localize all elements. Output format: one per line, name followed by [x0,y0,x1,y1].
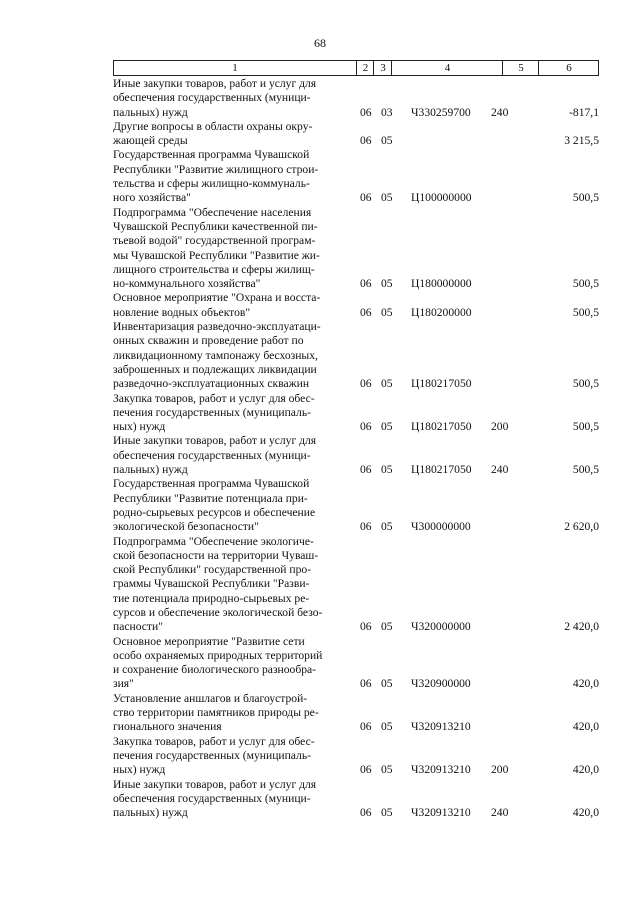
header-col-5: 5 [502,61,539,75]
table-row [113,120,599,149]
table-row [113,434,599,477]
row-name: Инвентаризация разведочно-эксплуатаци- онных скважин и проведение работ по ликвидационному тампонажу бесхозных, заброшенных и подлежащих ликвидации разведочно-эксплуатационных скважин [113,320,321,391]
row-expense-type: 200 [491,420,509,434]
row-target-code: Ц180000000 [411,277,472,291]
row-sum: 2 420,0 [564,620,599,634]
row-name: Основное мероприятие "Развитие сети особо охраняемых природных территорий и сохранение биологического разнообра- зия" [113,634,323,691]
row-target-code: Ц180217050 [411,377,472,391]
row-razdel: 06 [360,677,372,691]
row-podrazdel: 03 [381,105,393,119]
row-name: Основное мероприятие "Охрана и восста- новление водных объектов" [113,291,321,319]
table-body [113,77,599,820]
row-target-code: Ч320913210 [411,720,471,734]
table-row [113,392,599,435]
row-sum: 420,0 [572,763,599,777]
row-target-code: Ц180217050 [411,420,472,434]
header-col-3: 3 [373,61,392,75]
table-row [113,635,599,692]
row-sum: 420,0 [572,806,599,820]
row-target-code: Ч330259700 [411,105,471,119]
table-row [113,291,599,320]
row-razdel: 06 [360,520,372,534]
row-podrazdel: 05 [381,277,393,291]
row-target-code: Ц180200000 [411,305,472,319]
page-number: 68 [314,36,326,50]
header-col-4: 4 [391,61,503,75]
row-razdel: 06 [360,763,372,777]
table-row [113,206,599,292]
row-podrazdel: 05 [381,463,393,477]
row-podrazdel: 05 [381,305,393,319]
table-row [113,735,599,778]
table-row [113,535,599,635]
row-sum: -817,1 [569,105,599,119]
row-razdel: 06 [360,720,372,734]
row-sum: 3 215,5 [564,134,599,148]
row-sum: 500,5 [572,377,599,391]
row-name: Государственная программа Чувашской Республики "Развитие жилищного строи- тельства и сферы жилищно-коммуналь- ного хозяйства" [113,148,319,205]
row-sum: 500,5 [572,277,599,291]
header-col-2: 2 [356,61,374,75]
table-row [113,320,599,391]
row-target-code: Ч320000000 [411,620,471,634]
row-target-code: Ч320900000 [411,677,471,691]
row-target-code: Ц180217050 [411,463,472,477]
row-target-code: Ч320913210 [411,763,471,777]
row-sum: 500,5 [572,191,599,205]
row-razdel: 06 [360,305,372,319]
row-expense-type: 240 [491,105,509,119]
header-col-1: 1 [232,62,238,74]
row-razdel: 06 [360,277,372,291]
row-sum: 420,0 [572,720,599,734]
row-podrazdel: 05 [381,620,393,634]
row-sum: 500,5 [572,463,599,477]
row-expense-type: 240 [491,806,509,820]
row-podrazdel: 05 [381,720,393,734]
row-name: Закупка товаров, работ и услуг для обес- печения государственных (муниципаль- ных) нужд [113,391,315,434]
row-target-code: Ч300000000 [411,520,471,534]
row-razdel: 06 [360,420,372,434]
row-razdel: 06 [360,463,372,477]
table-row [113,148,599,205]
row-podrazdel: 05 [381,520,393,534]
row-name: Иные закупки товаров, работ и услуг для обеспечения государственных (муници- пальных) нужд [113,77,317,119]
row-razdel: 06 [360,806,372,820]
row-expense-type: 200 [491,763,509,777]
row-podrazdel: 05 [381,677,393,691]
table-header [113,60,599,76]
row-razdel: 06 [360,105,372,119]
row-name: Установление аншлагов и благоустрой- ство территории памятников природы ре- гионального значения [113,691,319,734]
row-name: Иные закупки товаров, работ и услуг для обеспечения государственных (муници- пальных) нужд [113,434,317,477]
row-name: Государственная программа Чувашской Республики "Развитие потенциала при- родно-сырьевых ресурсов и обеспечение экологической безопасности" [113,477,316,534]
row-podrazdel: 05 [381,191,393,205]
row-name: Подпрограмма "Обеспечение населения Чувашской Республики качественной пи- тьевой водой" государственной програм- мы Чувашской Республики "Развитие жи- лищного строительства и сферы жилищ- но-коммунального хозяйства" [113,205,320,291]
row-podrazdel: 05 [381,763,393,777]
row-razdel: 06 [360,377,372,391]
row-razdel: 06 [360,620,372,634]
row-podrazdel: 05 [381,806,393,820]
row-podrazdel: 05 [381,134,393,148]
row-sum: 500,5 [572,305,599,319]
row-name: Подпрограмма "Обеспечение экологиче- ской безопасности на территории Чуваш- ской Республики" государственной про- граммы Чувашской Республики "Разви- тие потенциала природно-сырьевых ре- сурсов и обеспечение экологической безо- пасности" [113,534,323,634]
row-razdel: 06 [360,134,372,148]
row-podrazdel: 05 [381,420,393,434]
row-podrazdel: 05 [381,377,393,391]
header-col-6: 6 [538,61,599,75]
row-sum: 420,0 [572,677,599,691]
row-razdel: 06 [360,191,372,205]
table-row [113,778,599,821]
row-target-code: Ц100000000 [411,191,472,205]
row-sum: 2 620,0 [564,520,599,534]
row-target-code: Ч320913210 [411,806,471,820]
row-name: Другие вопросы в области охраны окру- жающей среды [113,119,313,148]
row-expense-type: 240 [491,463,509,477]
row-name: Иные закупки товаров, работ и услуг для обеспечения государственных (муници- пальных) нужд [113,777,317,820]
row-name: Закупка товаров, работ и услуг для обес- печения государственных (муниципаль- ных) нужд [113,734,315,777]
row-sum: 500,5 [572,420,599,434]
table-row [113,77,599,120]
table-row [113,477,599,534]
table-row [113,692,599,735]
